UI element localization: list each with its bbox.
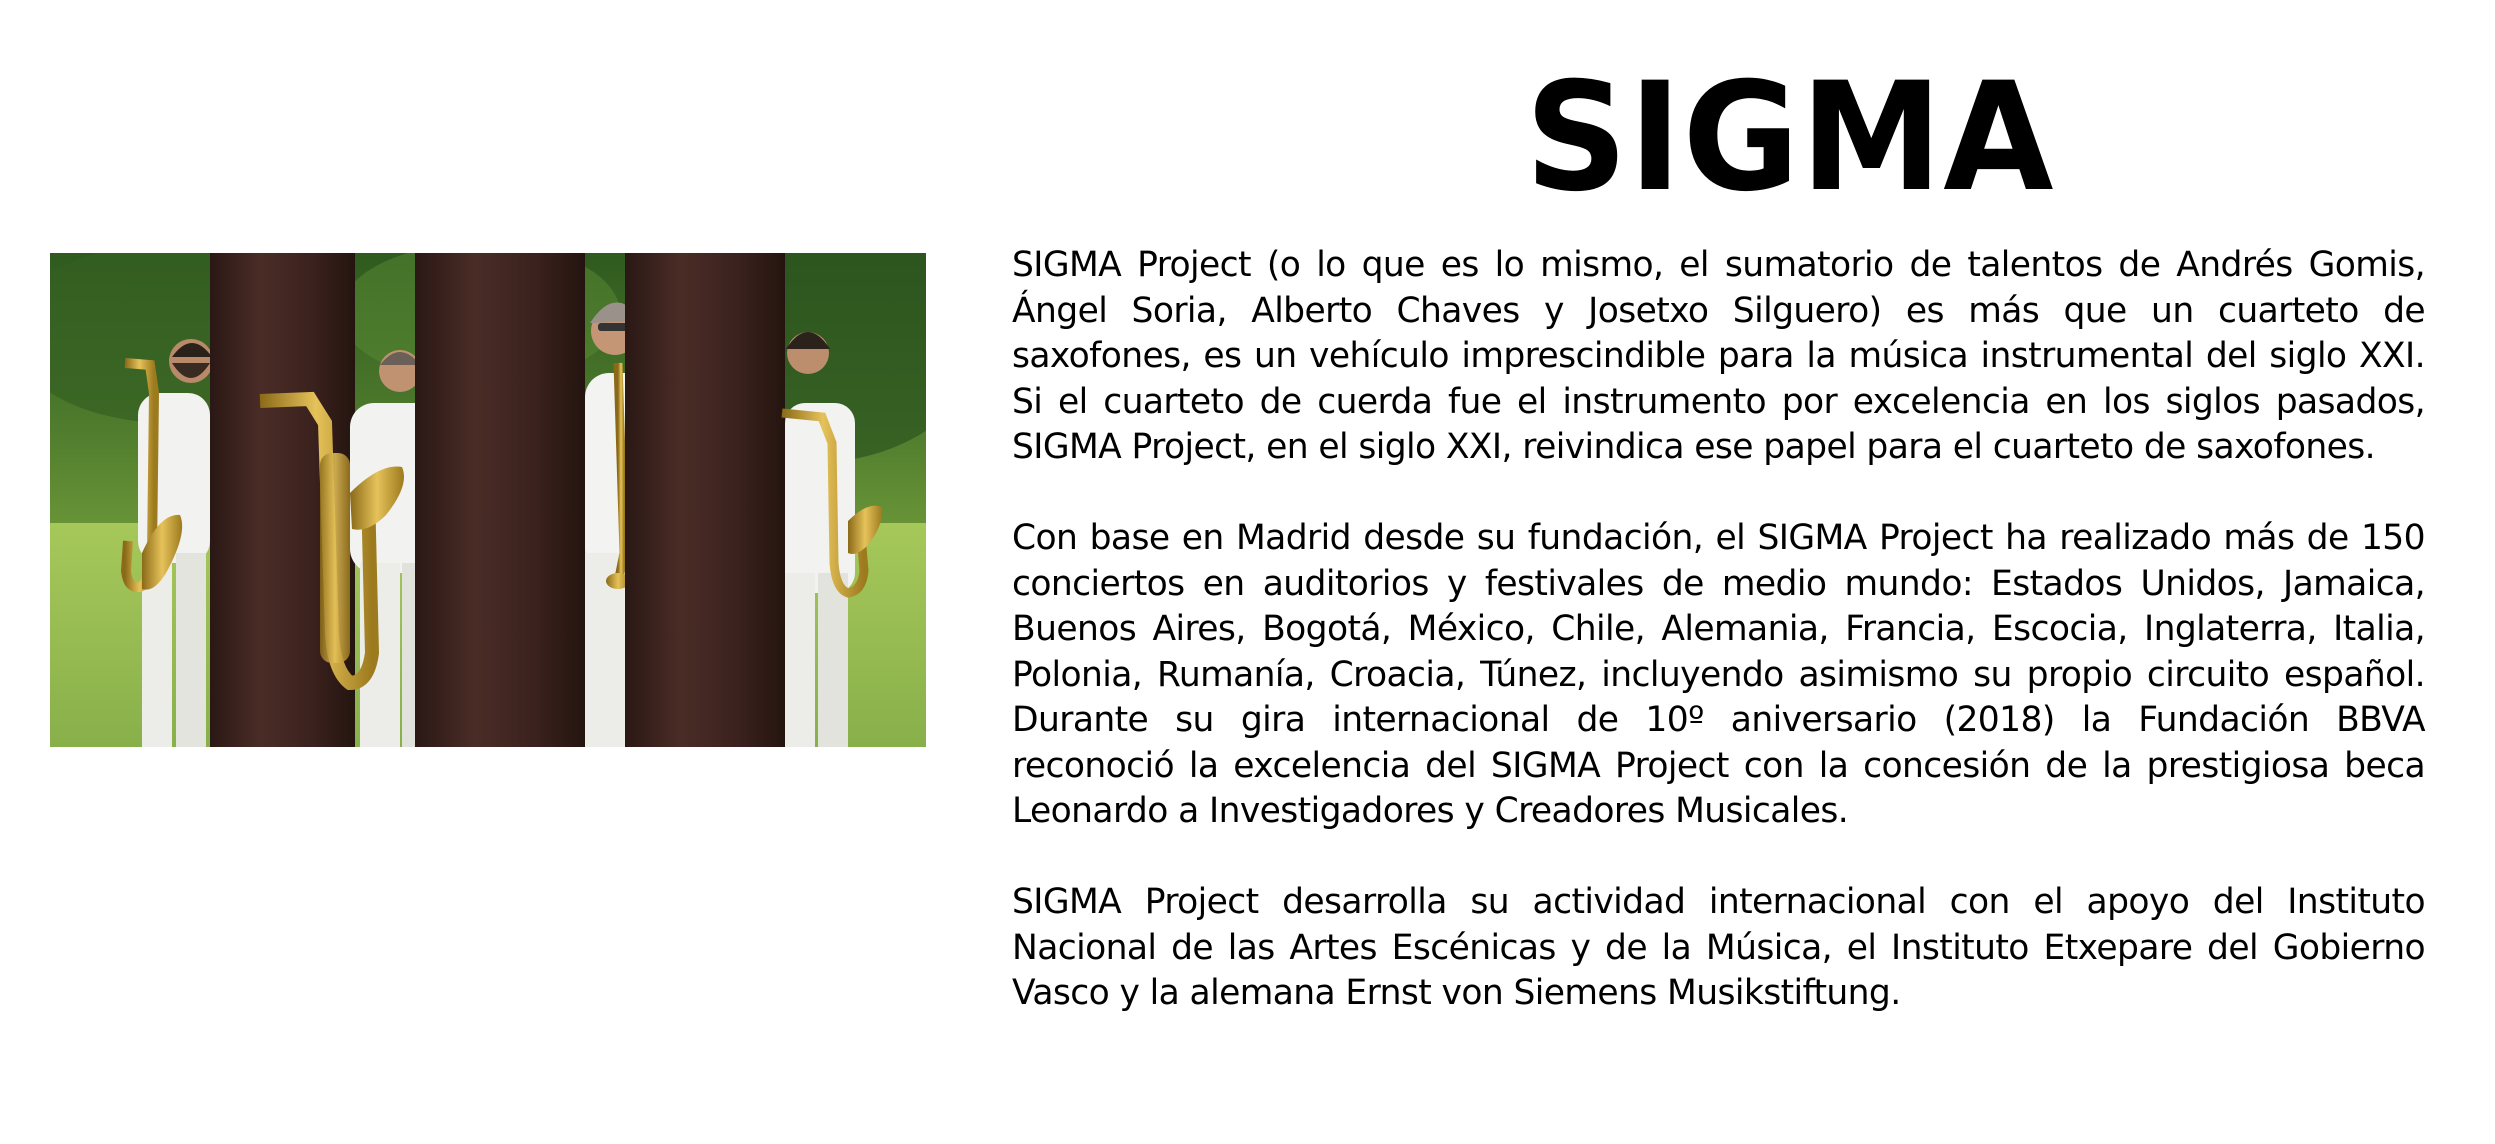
paragraph-intro: SIGMA Project (o lo que es lo mismo, el sumatorio de talentos de Andrés Gomis, Ángel Soria, Alberto Chaves y Josetxo Silguero) es más que un cuarteto de saxofones, es un vehículo imprescindible para la música instrumental del siglo XXI. Si el cuarteto de cuerda fue el instrumento por excelencia en los siglos pasados, SIGMA Project, en el siglo XXI, reivindica ese papel para el cuarteto de saxofones. xyxy=(1012,245,2425,467)
biography-text xyxy=(1012,243,2425,1017)
paragraph-concerts: Con base en Madrid desde su fundación, el SIGMA Project ha realizado más de 150 conciertos en auditorios y festivales de medio mundo: Estados Unidos, Jamaica, Buenos Aires, Bogotá, México, Chile, Alemania, Francia, Escocia, Inglaterra, Italia, Polonia, Rumanía, Croacia, Túnez, incluyendo asimismo su propio circuito español. Durante su gira internacional de 10º aniversario (2018) la Fundación BBVA reconoció la excelencia del SIGMA Project con la concesión de la prestigiosa beca Leonardo a Investigadores y Creadores Musicales. xyxy=(1012,518,2425,831)
pillar-3 xyxy=(625,253,785,747)
quartet-photo xyxy=(50,253,926,747)
pillar-2 xyxy=(415,253,585,747)
paragraph-support: SIGMA Project desarrolla su actividad internacional con el apoyo del Instituto Nacional de las Artes Escénicas y de la Música, el Instituto Etxepare del Gobierno Vasco y la alemana Ernst von Siemens Musikstiftung. xyxy=(1012,882,2425,1013)
page-title: SIGMA xyxy=(1525,51,2055,225)
